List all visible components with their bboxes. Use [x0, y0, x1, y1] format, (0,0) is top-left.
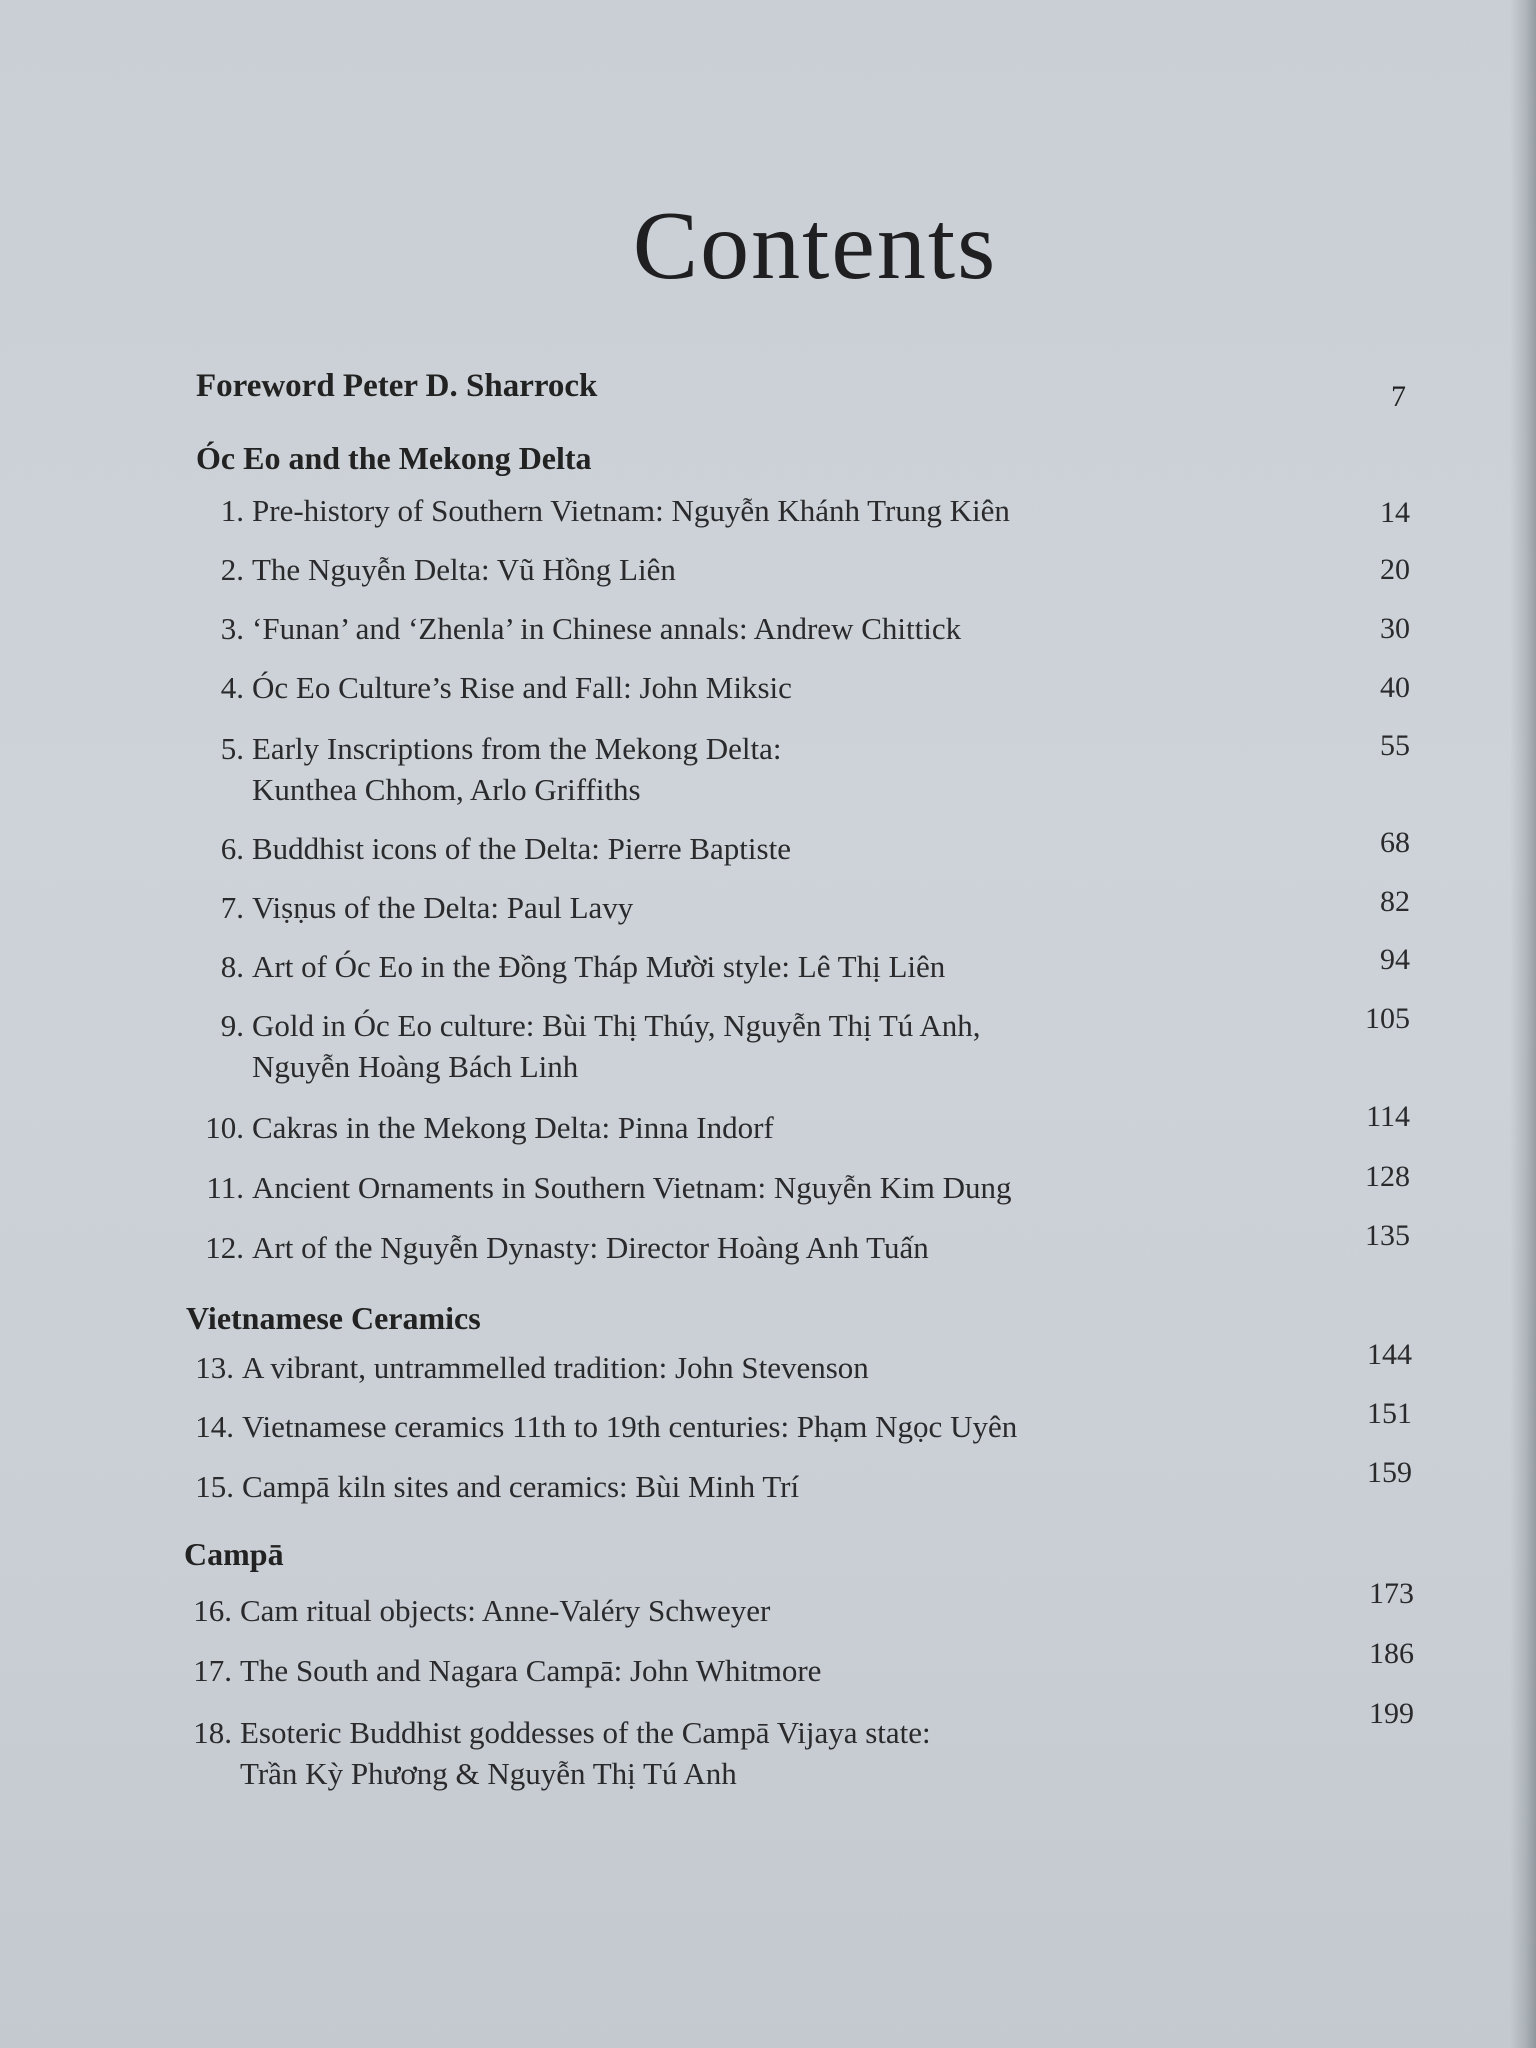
foreword-page-number: 7 — [1391, 380, 1406, 413]
entry-number: 13. — [195, 1350, 234, 1385]
entry-title: Art of the Nguyễn Dynasty: Director Hoàng Anh Tuấn — [252, 1230, 929, 1265]
toc-entry-4 — [196, 667, 1196, 708]
entry-number: 14. — [195, 1409, 234, 1444]
toc-entry-15 — [186, 1466, 1186, 1507]
entry-page-number: 20 — [1380, 553, 1410, 586]
toc-entry-16 — [184, 1590, 1184, 1631]
page-edge-shadow — [1510, 0, 1536, 2048]
entry-page-number: 30 — [1380, 612, 1410, 645]
entry-title: Ancient Ornaments in Southern Vietnam: Nguyễn Kim Dung — [252, 1170, 1012, 1205]
toc-entry-11 — [196, 1167, 1196, 1208]
entry-number: 9. — [220, 1008, 244, 1043]
entry-number: 4. — [220, 670, 244, 705]
entry-number: 17. — [193, 1653, 232, 1688]
toc-entry-12 — [196, 1227, 1196, 1268]
entry-title: Viṣṇus of the Delta: Paul Lavy — [252, 890, 634, 925]
entry-page-number: 114 — [1366, 1100, 1410, 1133]
entry-number: 1. — [220, 493, 244, 528]
toc-entry-13 — [186, 1347, 1186, 1388]
entry-title: Buddhist icons of the Delta: Pierre Baptiste — [252, 831, 791, 866]
toc-entry-14 — [186, 1406, 1186, 1447]
toc-entry-10 — [196, 1107, 1196, 1148]
toc-entry-17 — [184, 1650, 1184, 1691]
toc-entry-8 — [196, 946, 1196, 987]
entry-number: 7. — [220, 890, 244, 925]
section-title-campa: Campā — [184, 1536, 284, 1572]
entry-number: 18. — [193, 1715, 232, 1750]
section-title-oc-eo: Óc Eo and the Mekong Delta — [196, 440, 592, 476]
entry-title: A vibrant, untrammelled tradition: John Stevenson — [242, 1350, 869, 1385]
entry-page-number: 135 — [1365, 1219, 1410, 1252]
entry-number: 12. — [205, 1230, 244, 1265]
entry-page-number: 186 — [1369, 1637, 1414, 1670]
entry-title-continued: Trần Kỳ Phương & Nguyễn Thị Tú Anh — [240, 1756, 737, 1791]
toc-entry-7 — [196, 887, 1196, 928]
toc-entry-1 — [196, 490, 1196, 531]
toc-entry-5 — [196, 728, 1196, 810]
entry-number: 16. — [193, 1593, 232, 1628]
entry-title: The South and Nagara Campā: John Whitmore — [240, 1653, 822, 1688]
entry-title: Esoteric Buddhist goddesses of the Campā Vijaya state: — [240, 1715, 931, 1750]
entry-page-number: 82 — [1380, 885, 1410, 918]
entry-page-number: 68 — [1380, 826, 1410, 859]
toc-entry-6 — [196, 828, 1196, 869]
entry-title-continued: Kunthea Chhom, Arlo Griffiths — [252, 772, 641, 807]
entry-number: 15. — [195, 1469, 234, 1504]
entry-title: Gold in Óc Eo culture: Bùi Thị Thúy, Nguyễn Thị Tú Anh, — [252, 1008, 981, 1043]
entry-title: ‘Funan’ and ‘Zhenla’ in Chinese annals: Andrew Chittick — [252, 611, 962, 646]
entry-number: 11. — [206, 1170, 244, 1205]
entry-page-number: 159 — [1367, 1456, 1412, 1489]
entry-number: 2. — [220, 552, 244, 587]
entry-title: The Nguyễn Delta: Vũ Hồng Liên — [252, 552, 676, 587]
entry-number: 8. — [220, 949, 244, 984]
entry-title: Art of Óc Eo in the Đồng Tháp Mười style: Lê Thị Liên — [252, 949, 946, 984]
entry-page-number: 128 — [1365, 1160, 1410, 1193]
entry-title-continued: Nguyễn Hoàng Bách Linh — [252, 1049, 579, 1084]
entry-title: Pre-history of Southern Vietnam: Nguyễn Khánh Trung Kiên — [252, 493, 1010, 528]
entry-title: Early Inscriptions from the Mekong Delta: — [252, 731, 782, 766]
entry-page-number: 94 — [1380, 943, 1410, 976]
entry-page-number: 151 — [1367, 1397, 1412, 1430]
entry-title: Cam ritual objects: Anne-Valéry Schweyer — [240, 1593, 771, 1628]
toc-entry-2 — [196, 549, 1196, 590]
entry-title: Campā kiln sites and ceramics: Bùi Minh Trí — [242, 1469, 800, 1504]
toc-entry-9 — [196, 1005, 1196, 1087]
entry-page-number: 105 — [1365, 1002, 1410, 1035]
entry-page-number: 14 — [1380, 496, 1410, 529]
entry-title: Vietnamese ceramics 11th to 19th centuries: Phạm Ngọc Uyên — [242, 1409, 1018, 1444]
entry-number: 5. — [220, 731, 244, 766]
entry-page-number: 173 — [1369, 1577, 1414, 1610]
entry-title: Cakras in the Mekong Delta: Pinna Indorf — [252, 1110, 774, 1145]
entry-page-number: 144 — [1367, 1338, 1412, 1371]
entry-title: Óc Eo Culture’s Rise and Fall: John Miksic — [252, 670, 792, 705]
entry-page-number: 40 — [1380, 671, 1410, 704]
entry-number: 3. — [220, 611, 244, 646]
entry-page-number: 199 — [1369, 1697, 1414, 1730]
entry-page-number: 55 — [1380, 729, 1410, 762]
section-title-ceramics: Vietnamese Ceramics — [186, 1300, 481, 1336]
toc-entry-18 — [184, 1712, 1184, 1794]
foreword-entry: Foreword Peter D. Sharrock — [196, 368, 598, 404]
toc-entry-3 — [196, 608, 1196, 649]
entry-number: 10. — [205, 1110, 244, 1145]
entry-number: 6. — [220, 831, 244, 866]
page-title: Contents — [632, 192, 998, 300]
